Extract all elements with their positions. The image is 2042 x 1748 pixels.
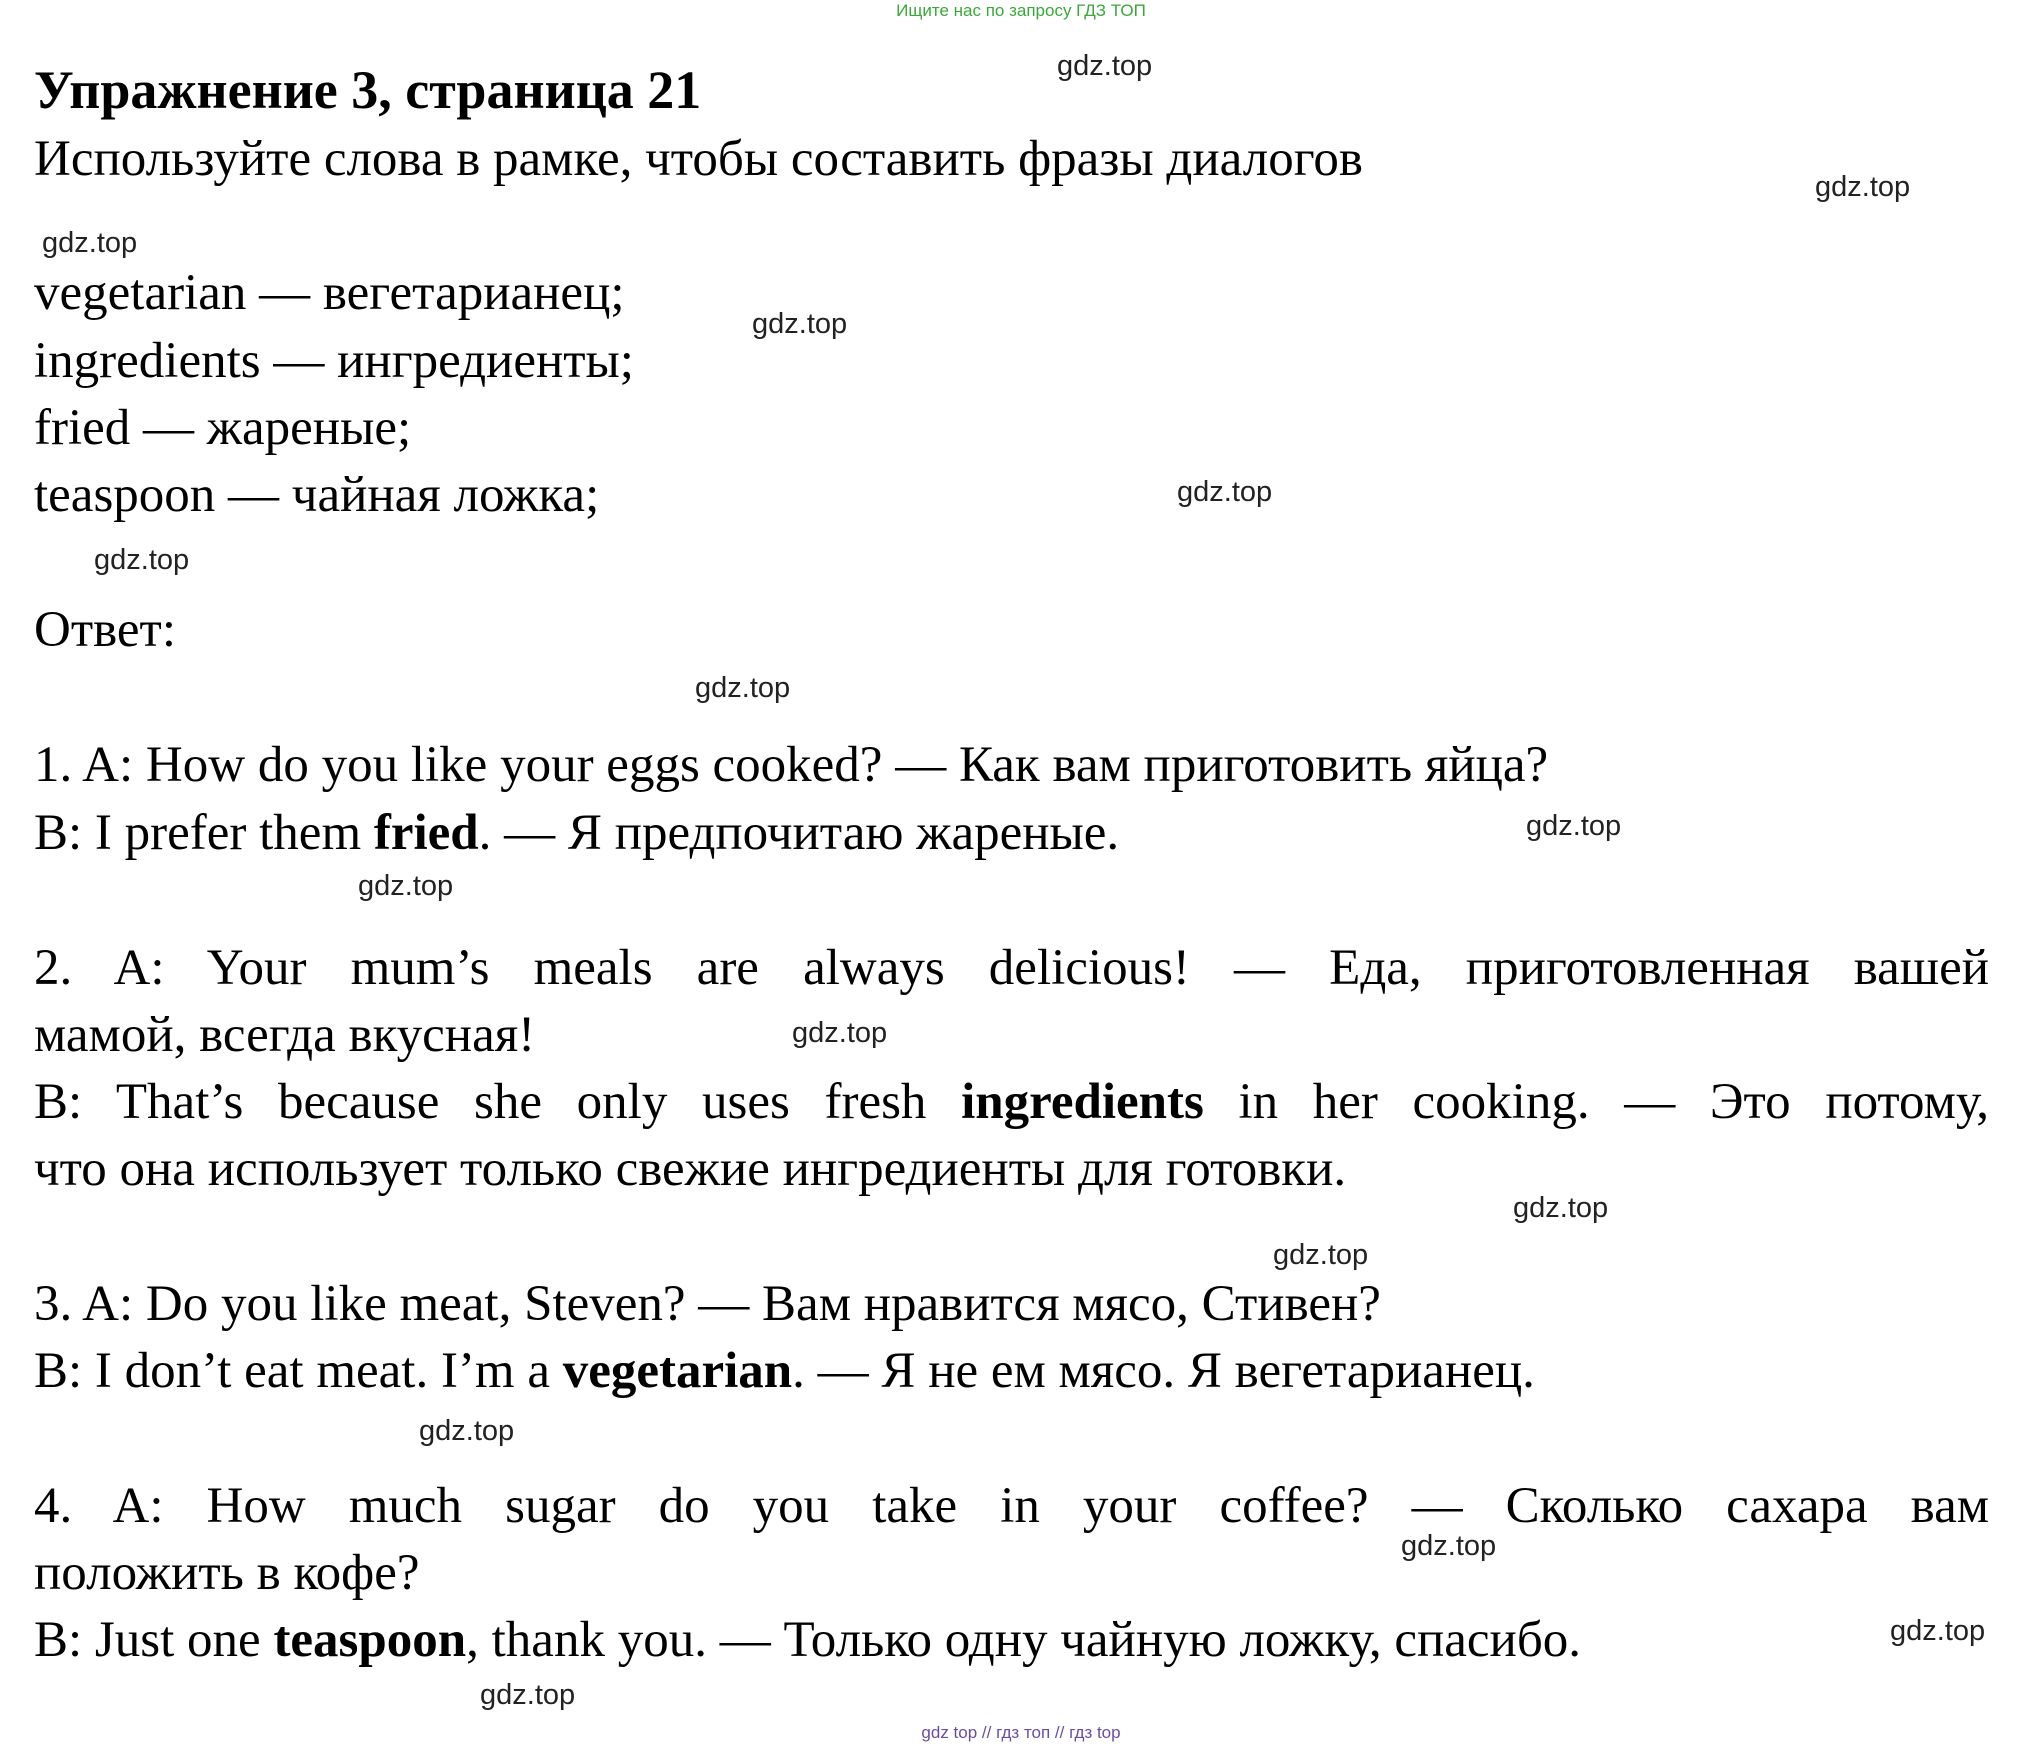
watermark: gdz.top [752, 308, 848, 340]
watermark: gdz.top [419, 1415, 515, 1447]
watermark: gdz.top [1890, 1615, 1986, 1647]
answer-word: fried [373, 805, 479, 861]
answer-word: vegetarian [562, 1343, 793, 1399]
dialogue-4-line-b [34, 1607, 1581, 1673]
vocabulary-item: ingredients — ингредиенты; [34, 333, 634, 389]
watermark: gdz.top [1526, 810, 1622, 842]
watermark: gdz.top [94, 544, 190, 576]
vocabulary-item: teaspoon — чайная ложка; [34, 467, 600, 523]
dialogue-2-line-b [34, 1069, 1989, 1135]
watermark: gdz.top [1057, 50, 1153, 82]
dialogue-3-line-b [34, 1338, 1535, 1404]
answer-text: B: That’s because she only uses fresh [34, 1074, 962, 1130]
answer-word: ingredients [961, 1074, 1204, 1130]
watermark: gdz.top [1401, 1530, 1497, 1562]
watermark: gdz.top [480, 1679, 576, 1711]
vocabulary-item: fried — жареные; [34, 400, 412, 456]
watermark: gdz.top [1273, 1239, 1369, 1271]
dialogue-text: 4. A: How much sugar do you take in your coffee? — Сколько сахара вам [34, 1478, 1989, 1534]
answer-text: B: I prefer them [34, 805, 374, 861]
dialogue-text: 2. A: Your mum’s meals are always delicious! — Еда, приготовленная вашей [34, 940, 1989, 996]
answer-word: teaspoon [273, 1612, 467, 1668]
answer-text: in her cooking. — Это потому, [1203, 1074, 1989, 1130]
answer-text: B: Just one [34, 1612, 274, 1668]
dialogue-1-line-b [34, 800, 1119, 866]
vocabulary-item: vegetarian — вегетарианец; [34, 265, 625, 321]
footer-links: gdz top // гдз топ // гдз top [921, 1723, 1121, 1742]
watermark: gdz.top [1513, 1192, 1609, 1224]
top-banner: Ищите нас по запросу ГДЗ ТОП [896, 1, 1146, 20]
instruction-text: Используйте слова в рамке, чтобы составить фразы диалогов [34, 131, 1363, 187]
dialogue-4-line-a [34, 1473, 1989, 1539]
page-title: Упражнение 3, страница 21 [34, 60, 702, 120]
dialogue-2-line-b-cont: что она использует только свежие ингредиенты для готовки. [34, 1141, 1347, 1197]
watermark: gdz.top [42, 227, 138, 259]
dialogue-1-line-a: 1. A: How do you like your eggs cooked? — Как вам приготовить яйца? [34, 737, 1549, 793]
answer-text: . — Я предпочитаю жареные. [478, 805, 1120, 861]
answer-text: . — Я не ем мясо. Я вегетарианец. [792, 1343, 1535, 1399]
watermark: gdz.top [1815, 171, 1911, 203]
dialogue-2-line-a [34, 935, 1989, 1001]
dialogue-4-line-a-cont: положить в кофе? [34, 1545, 420, 1601]
watermark: gdz.top [792, 1017, 888, 1049]
watermark: gdz.top [695, 672, 791, 704]
dialogue-3-line-a: 3. A: Do you like meat, Steven? — Вам нравится мясо, Стивен? [34, 1276, 1381, 1332]
answer-text: , thank you. — Только одну чайную ложку, спасибо. [466, 1612, 1582, 1668]
answer-label: Ответ: [34, 602, 176, 658]
watermark: gdz.top [1177, 476, 1273, 508]
dialogue-2-line-a-cont: мамой, всегда вкусная! [34, 1007, 536, 1063]
answer-text: B: I don’t eat meat. I’m a [34, 1343, 563, 1399]
watermark: gdz.top [358, 870, 454, 902]
